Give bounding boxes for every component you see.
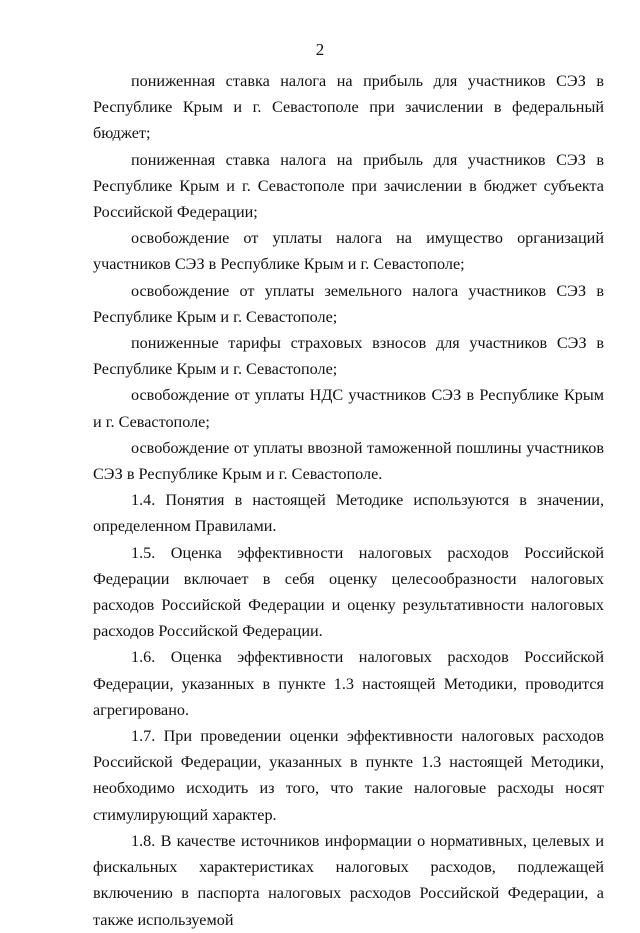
paragraph-1-8: 1.8. В качестве источников информации о нормативных, целевых и фискальных характеристиках налоговых расходов, подлежащей включению в паспорта налоговых расходов Российской Федерации, а также используемой: [93, 831, 604, 929]
paragraph-land-tax: освобождение от уплаты земельного налога участников СЭЗ в Республике Крым и г. Севастополе;: [93, 281, 604, 326]
paragraph-1-7: 1.7. При проведении оценки эффективности налоговых расходов Российской Федерации, указанных в пункте 1.3 настоящей Методики, необходимо исходить из того, что такие налоговые расходы носят стимулирующий характер.: [93, 727, 604, 824]
paragraph-1-6: 1.6. Оценка эффективности налоговых расходов Российской Федерации, указанных в пункте 1.3 настоящей Методики, проводится агрегировано.: [93, 648, 604, 719]
paragraph-property-tax: освобождение от уплаты налога на имущество организаций участников СЭЗ в Республике Крым и г. Севастополе;: [93, 229, 604, 274]
paragraph-insurance-rates: пониженные тарифы страховых взносов для участников СЭЗ в Республике Крым и г. Севастополе;: [93, 334, 604, 379]
paragraph-profit-tax-federal: пониженная ставка налога на прибыль для участников СЭЗ в Республике Крым и г. Севастополе при зачислении в федеральный бюджет;: [93, 72, 604, 143]
paragraph-1-5: 1.5. Оценка эффективности налоговых расходов Российской Федерации включает в себя оценку целесообразности налоговых расходов Российской Федерации и оценку результативности налоговых расходов Российской Федерации.: [93, 543, 604, 641]
document-body: [93, 68, 604, 933]
paragraph-1-4: 1.4. Понятия в настоящей Методике используются в значении, определенном Правилами.: [93, 491, 604, 536]
page-number: 2: [315, 40, 325, 59]
paragraph-vat: освобождение от уплаты НДС участников СЭЗ в Республике Крым и г. Севастополе;: [93, 386, 604, 431]
paragraph-profit-tax-regional: пониженная ставка налога на прибыль для участников СЭЗ в Республике Крым и г. Севастополе при зачислении в бюджет субъекта Российской Федерации;: [93, 150, 604, 222]
paragraph-customs-duty: освобождение от уплаты ввозной таможенной пошлины участников СЭЗ в Республике Крым и г. Севастополе.: [93, 438, 604, 484]
